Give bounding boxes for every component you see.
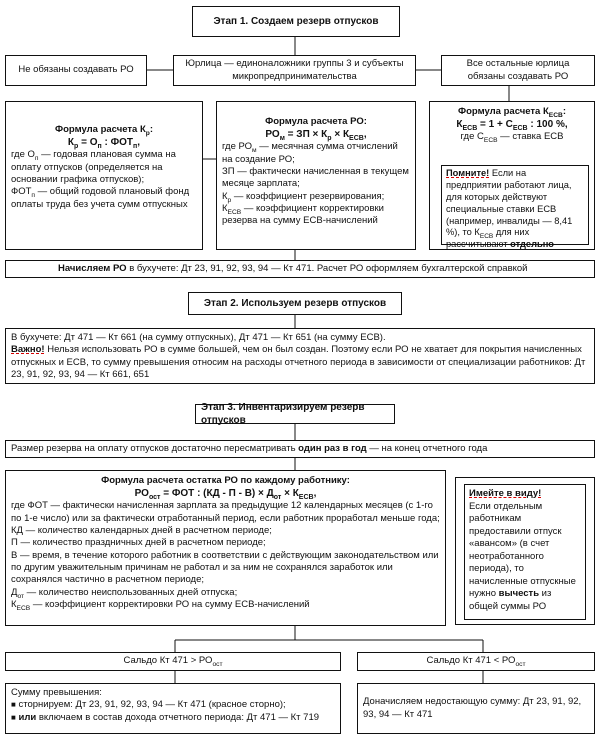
review-bold: один раз в год <box>298 443 367 454</box>
kesv-where: где $С_{ЕСВ}$ — ставка ЕСВ <box>460 131 564 145</box>
ro-definition-3: $К_р$ — коэффициент резервирования; <box>222 190 385 204</box>
ro-definition-4: $К_{ЕСВ}$ — коэффициент корректировки резерва на сумму ЕСВ-начислений <box>222 203 384 227</box>
keep-in-mind-box <box>455 477 595 625</box>
review-box: Размер резерва на оплату отпусков достаточно пересматривать один раз в год — на конец отчетного года <box>5 440 595 458</box>
kesv-formula-title: Формула расчета $К_{ЕСВ}$: <box>458 106 566 119</box>
accrual-bold: Начисляем РО <box>58 263 127 274</box>
balance-definition-2: КД — количество календарных дней в расчетном периоде; <box>11 525 272 537</box>
kp-formula-box <box>5 101 203 250</box>
keep-in-mind-text: Если отдельным работникам предоставили отпуск «авансом» (в счет неотработанного периода), то начисленные отпускные нужно вычесть из общей суммы РО <box>469 500 576 612</box>
kp-formula: $К_р = О_п$ : $ФОТ_п$, <box>67 137 141 151</box>
balance-formula-box <box>5 470 446 626</box>
usage-box <box>5 328 595 384</box>
kesv-formula-box <box>429 101 595 250</box>
keep-in-mind-label: Имейте в виду! <box>469 488 542 499</box>
balance-definition-4: В — время, в течение которого работник в соответствии с действующим законодательством или по другим уважительным причинам не работал и за ним не сохранялся заработок или сохранялся частично в расчетном периоде; <box>11 549 439 586</box>
remember-note: Помните! Если на предприятии работают лица, для которых действуют специальные ставки ЕСВ (например, инвалиды — 8,41 %), то $К_{ЕСВ}$ для них рассчитывают отдельно <box>441 165 589 245</box>
stage2-title-text: Этап 2. Используем резерв отпусков <box>203 298 387 309</box>
saldo-greater-text: Сальдо Кт 471 > РО <box>123 655 213 667</box>
kp-formula-title: Формула расчета $К_р$: <box>54 124 153 137</box>
not-required-text: Не обязаны создавать РО <box>18 64 134 76</box>
balance-definition-5: $Д_{от}$ — количество неиспользованных дней отпуска; <box>11 586 238 600</box>
excess-item-2: ■ или включаем в состав дохода отчетного периода: Дт 471 — Кт 719 <box>11 711 320 723</box>
stage3-title <box>195 404 395 424</box>
balance-formula: $РО_{ост}$ = ФОТ : $(КД - П - В) \times Д_{от} \times К_{ЕСВ}$, <box>134 488 317 502</box>
ro-formula: $РО_м$ = ЗП × $К_р \times К_{ЕСВ}$, <box>265 129 367 143</box>
stage1-title <box>192 6 400 37</box>
stage1-title-text: Этап 1. Создаем резерв отпусков <box>213 16 379 27</box>
balance-formula-title: Формула расчета остатка РО по каждому работнику: <box>101 475 350 486</box>
required-text: Все остальные юрлица обязаны создавать РО <box>466 58 570 82</box>
kp-definition-1: где $О_п$ — годовая плановая сумма на оплату отпусков (определяется на основании графика отпусков); <box>11 149 176 186</box>
keep-in-mind-note <box>464 484 586 620</box>
single-tax-entities-box <box>173 55 416 86</box>
excess-item-1: ■ сторнируем: Дт 23, 91, 92, 93, 94 — Кт 471 (красное сторно); <box>11 699 286 711</box>
accrual-box <box>5 260 595 278</box>
not-required-box <box>5 55 147 86</box>
balance-definition-1: где ФОТ — фактически начисленная зарплата за предыдущие 12 календарных месяцев (с 1-го по 1-е число) или за фактически отработанный период, если работник проработал меньше года; <box>11 500 440 524</box>
important-label: Важно! <box>11 344 45 356</box>
ro-definition-2: ЗП — фактически начисленная в текущем месяце зарплата; <box>222 166 409 190</box>
stage2-title <box>188 292 402 315</box>
usage-line-2: Важно! Нельзя использовать РО в сумме большей, чем он был создан. Поэтому если РО не хватает для покрытия начисленных отпускных и ЕСВ, то сумму превышения относим на расходы отчетного периода в зависимости от специализации работников: Дт 23, 91, 92, 93, 94 — Кт 661, 651 <box>11 344 586 381</box>
shortfall-text: Доначисляем недостающую сумму: Дт 23, 91, 92, 93, 94 — Кт 471 <box>363 696 582 720</box>
excess-box <box>5 683 341 734</box>
balance-definition-6: $К_{ЕСВ}$ — коэффициент корректировки РО на сумму ЕСВ-начислений <box>11 599 310 612</box>
single-tax-entities-text: Юрлица — единоналожники группы 3 и субъекты микропредпринимательства <box>185 58 404 82</box>
required-box <box>441 55 595 86</box>
stage3-title-text: Этап 3. Инвентаризируем резерв отпусков <box>201 402 365 426</box>
saldo-less-box: Сальдо Кт $471 < РО_{ост}$ <box>357 652 595 671</box>
ro-formula-title: Формула расчета РО: <box>265 116 367 127</box>
ro-formula-box <box>216 101 416 250</box>
saldo-greater-box: Сальдо Кт $471 > РО_{ост}$ <box>5 652 341 671</box>
saldo-less-text: Сальдо Кт 471 < РО <box>426 655 516 667</box>
usage-line-1: В бухучете: Дт 471 — Кт 661 (на сумму отпускных), Дт 471 — Кт 651 (на сумму ЕСВ). <box>11 332 386 343</box>
balance-definition-3: П — количество праздничных дней в расчетном периоде; <box>11 537 266 549</box>
ro-definition-1: где $РО_м$ — месячная сумма отчислений на создание РО; <box>222 141 398 165</box>
excess-title: Сумму превышения: <box>11 687 102 698</box>
remember-label: Помните! <box>446 168 490 178</box>
accrual-text: в бухучете: Дт 23, 91, 92, 93, 94 — Кт 471. Расчет РО оформляем бухгалтерской справкой <box>126 263 528 274</box>
shortfall-box <box>357 683 595 734</box>
kp-definition-2: $ФОТ_п$ — общий годовой плановый фонд оплаты труда без учета сумм отпускных <box>11 186 190 210</box>
kesv-formula: $К_{ЕСВ} = 1 + С_{ЕСВ}$ : 100 %, <box>456 119 568 133</box>
